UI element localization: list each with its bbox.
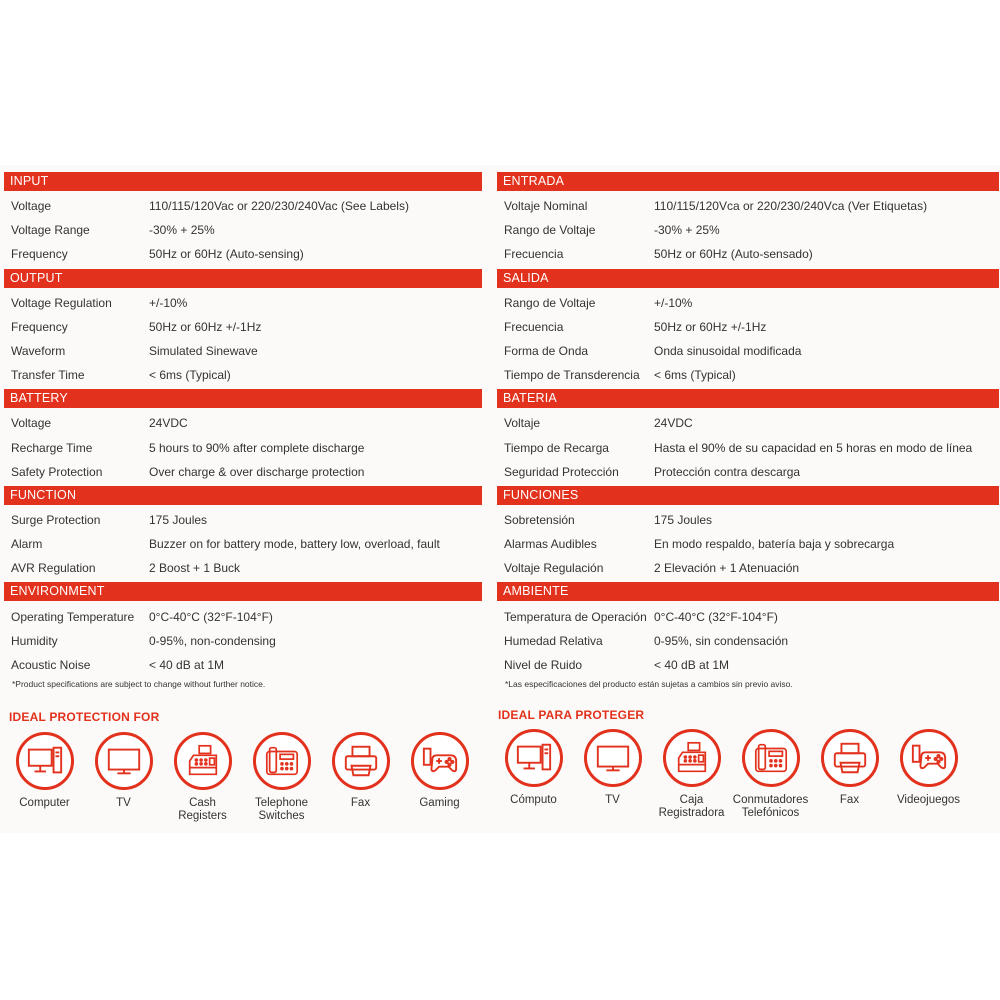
spec-label: Voltaje Regulación xyxy=(504,561,604,576)
spec-value: 5 hours to 90% after complete discharge xyxy=(149,440,365,455)
fax-icon xyxy=(332,732,390,790)
spec-label: Voltage xyxy=(11,416,52,431)
device-item xyxy=(321,732,400,823)
spec-label: Tiempo de Transderencia xyxy=(504,368,640,383)
spec-value: Buzzer on for battery mode, battery low, overload, fault xyxy=(149,537,440,552)
spec-label: Voltaje xyxy=(504,416,541,431)
section-header-environment: ENVIRONMENT xyxy=(4,582,482,601)
spec-row xyxy=(4,363,482,387)
ideal-protection-title: IDEAL PROTECTION FOR xyxy=(9,710,160,724)
device-label: Cash Registers xyxy=(178,797,227,822)
spec-row xyxy=(497,532,999,556)
spec-row xyxy=(4,315,482,339)
spec-label: Rango de Voltaje xyxy=(504,223,596,238)
device-icons-es xyxy=(494,729,968,820)
spec-value: -30% + 25% xyxy=(654,223,720,238)
spec-row xyxy=(497,604,999,628)
spec-value: +/-10% xyxy=(654,295,693,310)
spec-label: Acoustic Noise xyxy=(11,657,91,672)
device-item xyxy=(573,729,652,820)
spec-row xyxy=(497,653,999,677)
device-label: Fax xyxy=(350,797,371,809)
spec-row xyxy=(4,629,482,653)
spec-value: 110/115/120Vca or 220/230/240Vca (Ver Etiquetas) xyxy=(654,199,928,214)
spec-row xyxy=(4,194,482,218)
spec-label: Operating Temperature xyxy=(11,609,135,624)
spec-row xyxy=(4,532,482,556)
spec-value: Simulated Sinewave xyxy=(149,344,258,359)
spec-value: 50Hz or 60Hz (Auto-sensing) xyxy=(149,247,304,262)
spec-row xyxy=(497,436,999,460)
spec-value: Hasta el 90% de su capacidad en 5 horas en modo de línea xyxy=(654,440,973,455)
spec-row xyxy=(4,508,482,532)
spec-label: Sobretensión xyxy=(504,512,575,527)
spec-value: < 40 dB at 1M xyxy=(149,657,225,672)
device-label: Caja Registradora xyxy=(658,794,725,819)
device-item xyxy=(400,732,479,823)
device-label: Cómputo xyxy=(510,794,557,806)
spec-row xyxy=(497,194,999,218)
spec-row xyxy=(4,411,482,435)
spec-label: Alarm xyxy=(11,537,43,552)
spec-row xyxy=(497,291,999,315)
spec-row xyxy=(497,315,999,339)
section-header-salida: SALIDA xyxy=(497,269,999,288)
spec-value: 0°C-40°C (32°F-104°F) xyxy=(654,609,778,624)
cash-register-icon xyxy=(663,729,721,787)
tv-icon xyxy=(95,732,153,790)
spec-value: En modo respaldo, batería baja y sobrecarga xyxy=(654,537,895,552)
device-item xyxy=(889,729,968,820)
spec-row xyxy=(497,218,999,242)
spec-value: 2 Elevación + 1 Atenuación xyxy=(654,561,800,576)
footnote: *Product specifications are subject to change without further notice. xyxy=(12,679,266,689)
device-label: TV xyxy=(605,794,620,806)
device-item xyxy=(242,732,321,823)
computer-icon xyxy=(505,729,563,787)
spec-value: 0-95%, sin condensación xyxy=(654,633,789,648)
device-label: Gaming xyxy=(419,797,460,809)
spec-value: 110/115/120Vac or 220/230/240Vac (See Labels) xyxy=(149,199,409,214)
spec-row xyxy=(497,339,999,363)
spec-row xyxy=(4,436,482,460)
section-header-input: INPUT xyxy=(4,172,482,191)
device-item xyxy=(163,732,242,823)
spec-row xyxy=(4,653,482,677)
device-item xyxy=(84,732,163,823)
spec-row xyxy=(497,411,999,435)
device-label: Computer xyxy=(19,797,70,809)
computer-icon xyxy=(16,732,74,790)
spec-label: Humidity xyxy=(11,633,58,648)
device-item xyxy=(494,729,573,820)
device-label: TV xyxy=(116,797,131,809)
spec-row xyxy=(4,218,482,242)
spec-value: < 6ms (Typical) xyxy=(654,368,736,383)
spec-label: Frequency xyxy=(11,247,68,262)
section-header-bateria: BATERIA xyxy=(497,389,999,408)
spec-label: Nivel de Ruido xyxy=(504,657,583,672)
spec-label: Waveform xyxy=(11,344,66,359)
spec-row xyxy=(4,242,482,266)
spec-value: 50Hz or 60Hz (Auto-sensado) xyxy=(654,247,813,262)
tv-icon xyxy=(584,729,642,787)
telephone-icon xyxy=(742,729,800,787)
section-header-funciones: FUNCIONES xyxy=(497,486,999,505)
spec-label: Rango de Voltaje xyxy=(504,295,596,310)
spec-row xyxy=(497,242,999,266)
device-item xyxy=(652,729,731,820)
spec-value: < 40 dB at 1M xyxy=(654,657,730,672)
spec-row xyxy=(497,629,999,653)
spec-label: Recharge Time xyxy=(11,440,93,455)
spec-label: Surge Protection xyxy=(11,512,101,527)
spec-value: 0°C-40°C (32°F-104°F) xyxy=(149,609,273,624)
spec-label: Voltaje Nominal xyxy=(504,199,588,214)
spec-row xyxy=(4,604,482,628)
spec-value: 175 Joules xyxy=(654,512,713,527)
telephone-icon xyxy=(253,732,311,790)
section-header-battery: BATTERY xyxy=(4,389,482,408)
spec-label: AVR Regulation xyxy=(11,561,96,576)
spec-row xyxy=(4,460,482,484)
gaming-icon xyxy=(900,729,958,787)
gaming-icon xyxy=(411,732,469,790)
spec-value: 50Hz or 60Hz +/-1Hz xyxy=(654,319,767,334)
device-label: Telephone Switches xyxy=(254,797,309,822)
section-header-ambiente: AMBIENTE xyxy=(497,582,999,601)
device-item xyxy=(5,732,84,823)
device-label: Videojuegos xyxy=(896,794,961,806)
spec-row xyxy=(497,460,999,484)
spec-value: -30% + 25% xyxy=(149,223,215,238)
device-icons-en xyxy=(5,732,479,823)
spec-label: Transfer Time xyxy=(11,368,85,383)
spec-row xyxy=(4,556,482,580)
spec-label: Frecuencia xyxy=(504,247,564,262)
spec-value: Onda sinusoidal modificada xyxy=(654,344,802,359)
spec-value: 24VDC xyxy=(654,416,693,431)
spec-label: Voltage xyxy=(11,199,52,214)
spec-row xyxy=(4,339,482,363)
spec-label: Voltage Range xyxy=(11,223,90,238)
section-header-function: FUNCTION xyxy=(4,486,482,505)
spec-label: Alarmas Audibles xyxy=(504,537,597,552)
device-label: Conmutadores Telefónicos xyxy=(732,794,809,819)
spec-row xyxy=(497,363,999,387)
section-header-entrada: ENTRADA xyxy=(497,172,999,191)
spec-label: Frecuencia xyxy=(504,319,564,334)
spec-label: Forma de Onda xyxy=(504,344,589,359)
fax-icon xyxy=(821,729,879,787)
spec-row xyxy=(4,291,482,315)
english-spec-table xyxy=(4,172,482,689)
cash-register-icon xyxy=(174,732,232,790)
device-label: Fax xyxy=(839,794,860,806)
spec-value: 24VDC xyxy=(149,416,188,431)
spec-value: 175 Joules xyxy=(149,512,208,527)
spec-value: 0-95%, non-condensing xyxy=(149,633,276,648)
device-item xyxy=(731,729,810,820)
spec-label: Seguridad Protección xyxy=(504,464,619,479)
spanish-spec-table xyxy=(497,172,999,689)
spec-value: 50Hz or 60Hz +/-1Hz xyxy=(149,319,262,334)
spec-value: Over charge & over discharge protection xyxy=(149,464,365,479)
spec-label: Safety Protection xyxy=(11,464,103,479)
spec-row xyxy=(497,556,999,580)
spec-label: Humedad Relativa xyxy=(504,633,603,648)
spec-value: 2 Boost + 1 Buck xyxy=(149,561,241,576)
spec-value: +/-10% xyxy=(149,295,188,310)
spec-value: Protección contra descarga xyxy=(654,464,801,479)
footnote: *Las especificaciones del producto están sujetas a cambios sin previo aviso. xyxy=(505,679,793,689)
spec-label: Voltage Regulation xyxy=(11,295,112,310)
spec-label: Frequency xyxy=(11,319,68,334)
spec-row xyxy=(497,508,999,532)
section-header-output: OUTPUT xyxy=(4,269,482,288)
spec-value: < 6ms (Typical) xyxy=(149,368,231,383)
spec-label: Tiempo de Recarga xyxy=(504,440,609,455)
device-item xyxy=(810,729,889,820)
spec-label: Temperatura de Operación xyxy=(504,609,647,624)
ideal-protection-title-es: IDEAL PARA PROTEGER xyxy=(498,708,645,722)
